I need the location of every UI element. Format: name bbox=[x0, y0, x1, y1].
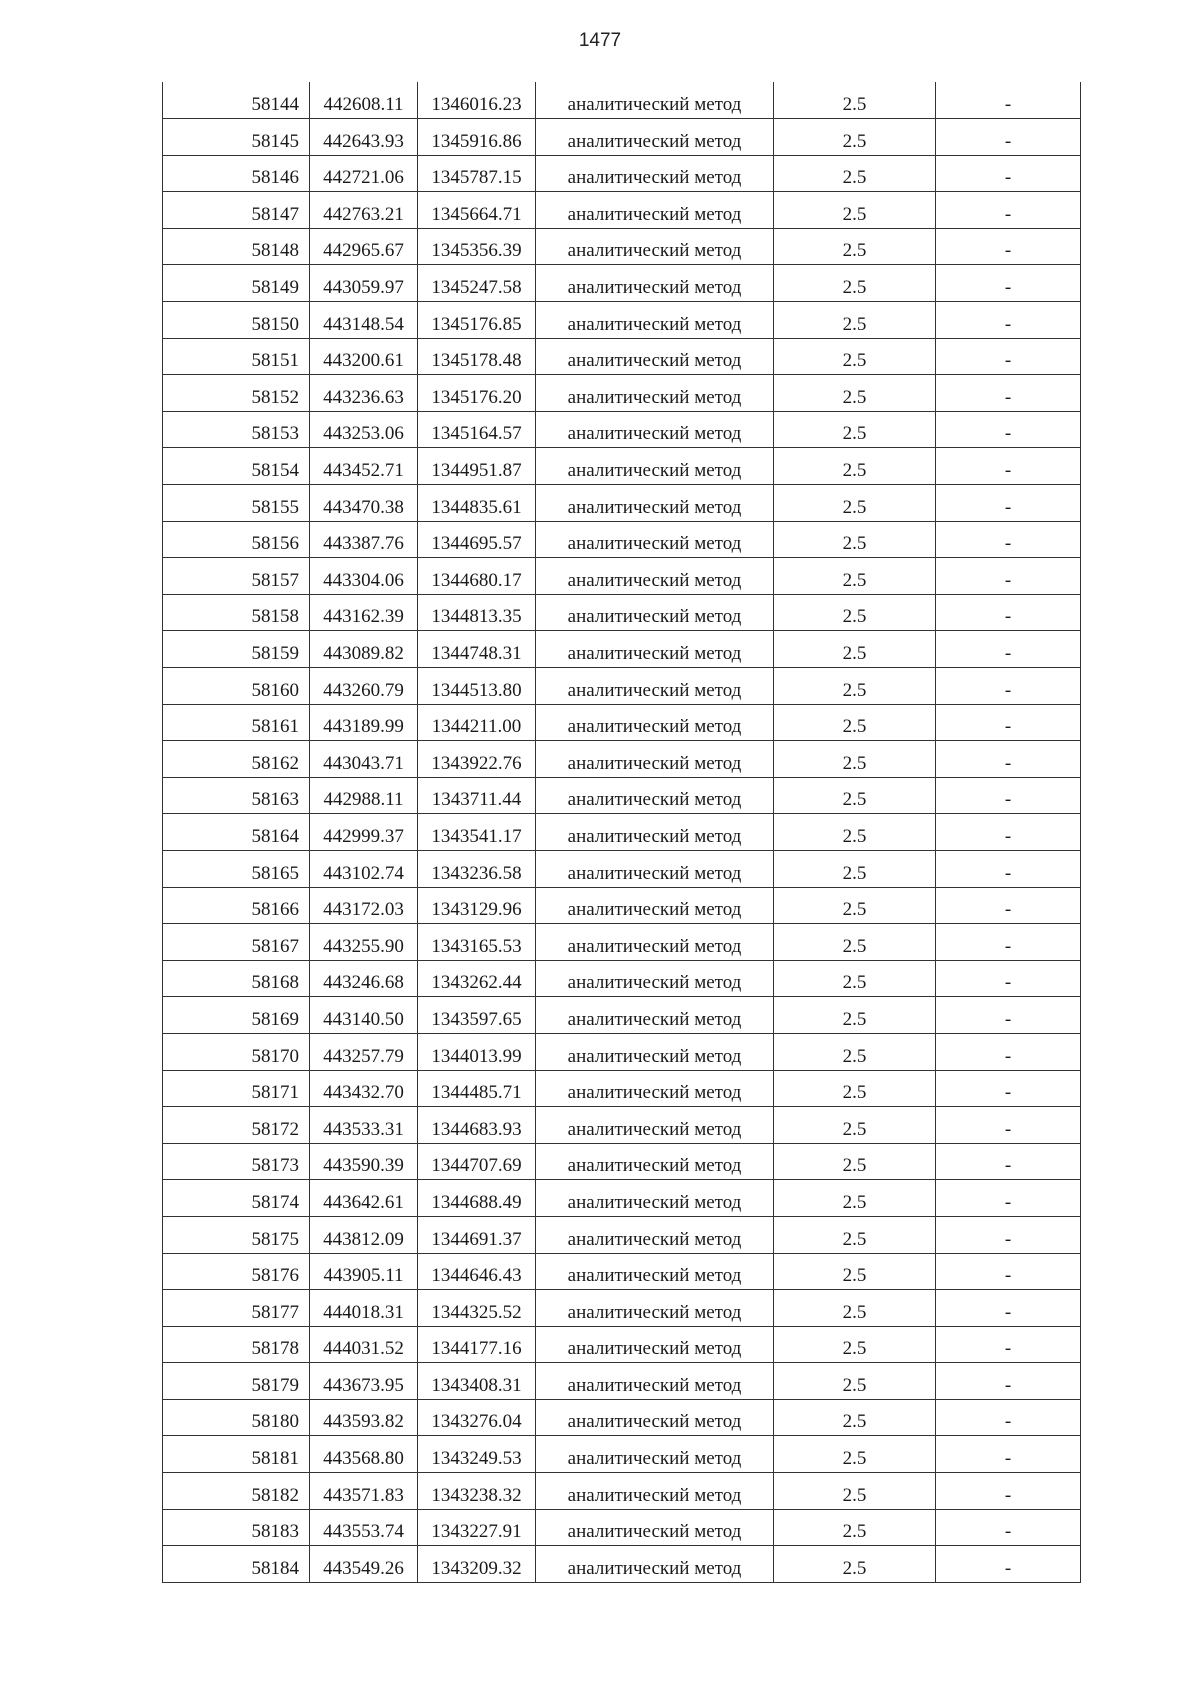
x-coordinate-cell: 443189.99 bbox=[310, 704, 418, 741]
point-number-cell: 58166 bbox=[163, 887, 310, 924]
coordinates-table bbox=[162, 82, 1081, 1583]
x-coordinate-cell: 442763.21 bbox=[310, 192, 418, 229]
note-cell: - bbox=[936, 448, 1081, 485]
y-coordinate-cell: 1343227.91 bbox=[418, 1509, 536, 1546]
point-number-cell: 58150 bbox=[163, 302, 310, 339]
accuracy-cell: 2.5 bbox=[774, 741, 936, 778]
table-row bbox=[163, 448, 1081, 485]
accuracy-cell: 2.5 bbox=[774, 960, 936, 997]
x-coordinate-cell: 444018.31 bbox=[310, 1290, 418, 1327]
note-cell: - bbox=[936, 1216, 1081, 1253]
table-row bbox=[163, 814, 1081, 851]
accuracy-cell: 2.5 bbox=[774, 155, 936, 192]
method-cell: аналитический метод bbox=[536, 1290, 774, 1327]
x-coordinate-cell: 443812.09 bbox=[310, 1216, 418, 1253]
y-coordinate-cell: 1344951.87 bbox=[418, 448, 536, 485]
x-coordinate-cell: 443140.50 bbox=[310, 997, 418, 1034]
method-cell: аналитический метод bbox=[536, 594, 774, 631]
point-number-cell: 58172 bbox=[163, 1107, 310, 1144]
point-number-cell: 58170 bbox=[163, 1033, 310, 1070]
method-cell: аналитический метод bbox=[536, 265, 774, 302]
table-row bbox=[163, 265, 1081, 302]
accuracy-cell: 2.5 bbox=[774, 192, 936, 229]
x-coordinate-cell: 443593.82 bbox=[310, 1399, 418, 1436]
x-coordinate-cell: 442608.11 bbox=[310, 82, 418, 119]
method-cell: аналитический метод bbox=[536, 1033, 774, 1070]
method-cell: аналитический метод bbox=[536, 1326, 774, 1363]
y-coordinate-cell: 1344646.43 bbox=[418, 1253, 536, 1290]
method-cell: аналитический метод bbox=[536, 850, 774, 887]
y-coordinate-cell: 1344683.93 bbox=[418, 1107, 536, 1144]
accuracy-cell: 2.5 bbox=[774, 1546, 936, 1583]
table-row bbox=[163, 1070, 1081, 1107]
y-coordinate-cell: 1343209.32 bbox=[418, 1546, 536, 1583]
y-coordinate-cell: 1343129.96 bbox=[418, 887, 536, 924]
note-cell: - bbox=[936, 155, 1081, 192]
y-coordinate-cell: 1344691.37 bbox=[418, 1216, 536, 1253]
y-coordinate-cell: 1344835.61 bbox=[418, 485, 536, 522]
y-coordinate-cell: 1345176.20 bbox=[418, 375, 536, 412]
note-cell: - bbox=[936, 814, 1081, 851]
method-cell: аналитический метод bbox=[536, 155, 774, 192]
accuracy-cell: 2.5 bbox=[774, 338, 936, 375]
table-row bbox=[163, 228, 1081, 265]
table-row bbox=[163, 521, 1081, 558]
note-cell: - bbox=[936, 1473, 1081, 1510]
point-number-cell: 58165 bbox=[163, 850, 310, 887]
method-cell: аналитический метод bbox=[536, 558, 774, 595]
table-row bbox=[163, 155, 1081, 192]
accuracy-cell: 2.5 bbox=[774, 558, 936, 595]
point-number-cell: 58164 bbox=[163, 814, 310, 851]
x-coordinate-cell: 443905.11 bbox=[310, 1253, 418, 1290]
table-row bbox=[163, 887, 1081, 924]
table-row bbox=[163, 119, 1081, 156]
note-cell: - bbox=[936, 594, 1081, 631]
accuracy-cell: 2.5 bbox=[774, 814, 936, 851]
y-coordinate-cell: 1343922.76 bbox=[418, 741, 536, 778]
note-cell: - bbox=[936, 192, 1081, 229]
point-number-cell: 58176 bbox=[163, 1253, 310, 1290]
table-row bbox=[163, 924, 1081, 961]
x-coordinate-cell: 443246.68 bbox=[310, 960, 418, 997]
method-cell: аналитический метод bbox=[536, 887, 774, 924]
point-number-cell: 58168 bbox=[163, 960, 310, 997]
table-row bbox=[163, 1033, 1081, 1070]
method-cell: аналитический метод bbox=[536, 1436, 774, 1473]
point-number-cell: 58173 bbox=[163, 1143, 310, 1180]
x-coordinate-cell: 443452.71 bbox=[310, 448, 418, 485]
note-cell: - bbox=[936, 850, 1081, 887]
note-cell: - bbox=[936, 668, 1081, 705]
table-row bbox=[163, 594, 1081, 631]
y-coordinate-cell: 1343597.65 bbox=[418, 997, 536, 1034]
method-cell: аналитический метод bbox=[536, 192, 774, 229]
note-cell: - bbox=[936, 1509, 1081, 1546]
method-cell: аналитический метод bbox=[536, 1143, 774, 1180]
method-cell: аналитический метод bbox=[536, 411, 774, 448]
y-coordinate-cell: 1344748.31 bbox=[418, 631, 536, 668]
y-coordinate-cell: 1343408.31 bbox=[418, 1363, 536, 1400]
y-coordinate-cell: 1343276.04 bbox=[418, 1399, 536, 1436]
note-cell: - bbox=[936, 1033, 1081, 1070]
accuracy-cell: 2.5 bbox=[774, 1473, 936, 1510]
note-cell: - bbox=[936, 777, 1081, 814]
x-coordinate-cell: 443253.06 bbox=[310, 411, 418, 448]
note-cell: - bbox=[936, 1546, 1081, 1583]
y-coordinate-cell: 1343165.53 bbox=[418, 924, 536, 961]
point-number-cell: 58149 bbox=[163, 265, 310, 302]
x-coordinate-cell: 443260.79 bbox=[310, 668, 418, 705]
method-cell: аналитический метод bbox=[536, 960, 774, 997]
note-cell: - bbox=[936, 960, 1081, 997]
y-coordinate-cell: 1345356.39 bbox=[418, 228, 536, 265]
method-cell: аналитический метод bbox=[536, 997, 774, 1034]
y-coordinate-cell: 1345178.48 bbox=[418, 338, 536, 375]
table-row bbox=[163, 302, 1081, 339]
table-row bbox=[163, 1509, 1081, 1546]
x-coordinate-cell: 443255.90 bbox=[310, 924, 418, 961]
accuracy-cell: 2.5 bbox=[774, 1509, 936, 1546]
accuracy-cell: 2.5 bbox=[774, 1363, 936, 1400]
point-number-cell: 58156 bbox=[163, 521, 310, 558]
accuracy-cell: 2.5 bbox=[774, 594, 936, 631]
note-cell: - bbox=[936, 411, 1081, 448]
y-coordinate-cell: 1344485.71 bbox=[418, 1070, 536, 1107]
x-coordinate-cell: 443553.74 bbox=[310, 1509, 418, 1546]
table-row bbox=[163, 960, 1081, 997]
point-number-cell: 58181 bbox=[163, 1436, 310, 1473]
y-coordinate-cell: 1343711.44 bbox=[418, 777, 536, 814]
y-coordinate-cell: 1343238.32 bbox=[418, 1473, 536, 1510]
y-coordinate-cell: 1344513.80 bbox=[418, 668, 536, 705]
x-coordinate-cell: 443571.83 bbox=[310, 1473, 418, 1510]
y-coordinate-cell: 1345164.57 bbox=[418, 411, 536, 448]
method-cell: аналитический метод bbox=[536, 741, 774, 778]
x-coordinate-cell: 443304.06 bbox=[310, 558, 418, 595]
point-number-cell: 58158 bbox=[163, 594, 310, 631]
note-cell: - bbox=[936, 228, 1081, 265]
table-row bbox=[163, 741, 1081, 778]
note-cell: - bbox=[936, 887, 1081, 924]
point-number-cell: 58154 bbox=[163, 448, 310, 485]
y-coordinate-cell: 1343541.17 bbox=[418, 814, 536, 851]
x-coordinate-cell: 443172.03 bbox=[310, 887, 418, 924]
table-row bbox=[163, 1473, 1081, 1510]
accuracy-cell: 2.5 bbox=[774, 850, 936, 887]
method-cell: аналитический метод bbox=[536, 1363, 774, 1400]
table-row bbox=[163, 1216, 1081, 1253]
method-cell: аналитический метод bbox=[536, 668, 774, 705]
x-coordinate-cell: 443059.97 bbox=[310, 265, 418, 302]
y-coordinate-cell: 1345176.85 bbox=[418, 302, 536, 339]
x-coordinate-cell: 443089.82 bbox=[310, 631, 418, 668]
y-coordinate-cell: 1344177.16 bbox=[418, 1326, 536, 1363]
table-row bbox=[163, 1253, 1081, 1290]
y-coordinate-cell: 1344325.52 bbox=[418, 1290, 536, 1327]
point-number-cell: 58175 bbox=[163, 1216, 310, 1253]
accuracy-cell: 2.5 bbox=[774, 997, 936, 1034]
note-cell: - bbox=[936, 1107, 1081, 1144]
y-coordinate-cell: 1343249.53 bbox=[418, 1436, 536, 1473]
x-coordinate-cell: 442643.93 bbox=[310, 119, 418, 156]
note-cell: - bbox=[936, 1143, 1081, 1180]
note-cell: - bbox=[936, 521, 1081, 558]
y-coordinate-cell: 1343236.58 bbox=[418, 850, 536, 887]
page-number: 1477 bbox=[578, 30, 622, 51]
point-number-cell: 58151 bbox=[163, 338, 310, 375]
method-cell: аналитический метод bbox=[536, 485, 774, 522]
method-cell: аналитический метод bbox=[536, 1509, 774, 1546]
x-coordinate-cell: 443533.31 bbox=[310, 1107, 418, 1144]
table-row bbox=[163, 411, 1081, 448]
y-coordinate-cell: 1344013.99 bbox=[418, 1033, 536, 1070]
accuracy-cell: 2.5 bbox=[774, 777, 936, 814]
accuracy-cell: 2.5 bbox=[774, 1033, 936, 1070]
x-coordinate-cell: 443162.39 bbox=[310, 594, 418, 631]
point-number-cell: 58169 bbox=[163, 997, 310, 1034]
x-coordinate-cell: 443236.63 bbox=[310, 375, 418, 412]
table-row bbox=[163, 558, 1081, 595]
table-row bbox=[163, 338, 1081, 375]
note-cell: - bbox=[936, 741, 1081, 778]
table-row bbox=[163, 1326, 1081, 1363]
y-coordinate-cell: 1344695.57 bbox=[418, 521, 536, 558]
x-coordinate-cell: 443642.61 bbox=[310, 1180, 418, 1217]
point-number-cell: 58171 bbox=[163, 1070, 310, 1107]
x-coordinate-cell: 443102.74 bbox=[310, 850, 418, 887]
x-coordinate-cell: 443200.61 bbox=[310, 338, 418, 375]
note-cell: - bbox=[936, 338, 1081, 375]
method-cell: аналитический метод bbox=[536, 814, 774, 851]
accuracy-cell: 2.5 bbox=[774, 1326, 936, 1363]
accuracy-cell: 2.5 bbox=[774, 485, 936, 522]
x-coordinate-cell: 443549.26 bbox=[310, 1546, 418, 1583]
x-coordinate-cell: 444031.52 bbox=[310, 1326, 418, 1363]
method-cell: аналитический метод bbox=[536, 777, 774, 814]
point-number-cell: 58178 bbox=[163, 1326, 310, 1363]
point-number-cell: 58177 bbox=[163, 1290, 310, 1327]
y-coordinate-cell: 1346016.23 bbox=[418, 82, 536, 119]
x-coordinate-cell: 443432.70 bbox=[310, 1070, 418, 1107]
x-coordinate-cell: 442999.37 bbox=[310, 814, 418, 851]
method-cell: аналитический метод bbox=[536, 1253, 774, 1290]
accuracy-cell: 2.5 bbox=[774, 1070, 936, 1107]
accuracy-cell: 2.5 bbox=[774, 411, 936, 448]
accuracy-cell: 2.5 bbox=[774, 1399, 936, 1436]
method-cell: аналитический метод bbox=[536, 1180, 774, 1217]
y-coordinate-cell: 1344211.00 bbox=[418, 704, 536, 741]
method-cell: аналитический метод bbox=[536, 1070, 774, 1107]
accuracy-cell: 2.5 bbox=[774, 82, 936, 119]
accuracy-cell: 2.5 bbox=[774, 1107, 936, 1144]
x-coordinate-cell: 443470.38 bbox=[310, 485, 418, 522]
method-cell: аналитический метод bbox=[536, 631, 774, 668]
x-coordinate-cell: 442988.11 bbox=[310, 777, 418, 814]
point-number-cell: 58155 bbox=[163, 485, 310, 522]
x-coordinate-cell: 443673.95 bbox=[310, 1363, 418, 1400]
note-cell: - bbox=[936, 485, 1081, 522]
table-row bbox=[163, 82, 1081, 119]
y-coordinate-cell: 1345916.86 bbox=[418, 119, 536, 156]
method-cell: аналитический метод bbox=[536, 119, 774, 156]
method-cell: аналитический метод bbox=[536, 924, 774, 961]
method-cell: аналитический метод bbox=[536, 521, 774, 558]
x-coordinate-cell: 443043.71 bbox=[310, 741, 418, 778]
point-number-cell: 58163 bbox=[163, 777, 310, 814]
table-row bbox=[163, 668, 1081, 705]
accuracy-cell: 2.5 bbox=[774, 1216, 936, 1253]
table-row bbox=[163, 192, 1081, 229]
accuracy-cell: 2.5 bbox=[774, 887, 936, 924]
note-cell: - bbox=[936, 119, 1081, 156]
method-cell: аналитический метод bbox=[536, 1473, 774, 1510]
table-row bbox=[163, 1363, 1081, 1400]
note-cell: - bbox=[936, 558, 1081, 595]
table-row bbox=[163, 631, 1081, 668]
point-number-cell: 58162 bbox=[163, 741, 310, 778]
point-number-cell: 58161 bbox=[163, 704, 310, 741]
accuracy-cell: 2.5 bbox=[774, 228, 936, 265]
accuracy-cell: 2.5 bbox=[774, 302, 936, 339]
accuracy-cell: 2.5 bbox=[774, 265, 936, 302]
note-cell: - bbox=[936, 631, 1081, 668]
y-coordinate-cell: 1345247.58 bbox=[418, 265, 536, 302]
x-coordinate-cell: 443257.79 bbox=[310, 1033, 418, 1070]
accuracy-cell: 2.5 bbox=[774, 119, 936, 156]
point-number-cell: 58182 bbox=[163, 1473, 310, 1510]
method-cell: аналитический метод bbox=[536, 1546, 774, 1583]
table-row bbox=[163, 1290, 1081, 1327]
y-coordinate-cell: 1345664.71 bbox=[418, 192, 536, 229]
note-cell: - bbox=[936, 924, 1081, 961]
point-number-cell: 58157 bbox=[163, 558, 310, 595]
point-number-cell: 58183 bbox=[163, 1509, 310, 1546]
method-cell: аналитический метод bbox=[536, 82, 774, 119]
x-coordinate-cell: 443387.76 bbox=[310, 521, 418, 558]
point-number-cell: 58184 bbox=[163, 1546, 310, 1583]
x-coordinate-cell: 443148.54 bbox=[310, 302, 418, 339]
point-number-cell: 58179 bbox=[163, 1363, 310, 1400]
y-coordinate-cell: 1344707.69 bbox=[418, 1143, 536, 1180]
point-number-cell: 58148 bbox=[163, 228, 310, 265]
table-row bbox=[163, 1436, 1081, 1473]
accuracy-cell: 2.5 bbox=[774, 631, 936, 668]
table-row bbox=[163, 850, 1081, 887]
table-row bbox=[163, 777, 1081, 814]
x-coordinate-cell: 442965.67 bbox=[310, 228, 418, 265]
table-row bbox=[163, 1180, 1081, 1217]
accuracy-cell: 2.5 bbox=[774, 1290, 936, 1327]
note-cell: - bbox=[936, 302, 1081, 339]
table-row bbox=[163, 1546, 1081, 1583]
accuracy-cell: 2.5 bbox=[774, 1180, 936, 1217]
accuracy-cell: 2.5 bbox=[774, 704, 936, 741]
method-cell: аналитический метод bbox=[536, 338, 774, 375]
accuracy-cell: 2.5 bbox=[774, 448, 936, 485]
method-cell: аналитический метод bbox=[536, 1107, 774, 1144]
x-coordinate-cell: 443590.39 bbox=[310, 1143, 418, 1180]
note-cell: - bbox=[936, 82, 1081, 119]
point-number-cell: 58160 bbox=[163, 668, 310, 705]
point-number-cell: 58153 bbox=[163, 411, 310, 448]
point-number-cell: 58167 bbox=[163, 924, 310, 961]
point-number-cell: 58180 bbox=[163, 1399, 310, 1436]
accuracy-cell: 2.5 bbox=[774, 1436, 936, 1473]
y-coordinate-cell: 1344680.17 bbox=[418, 558, 536, 595]
method-cell: аналитический метод bbox=[536, 448, 774, 485]
note-cell: - bbox=[936, 1363, 1081, 1400]
y-coordinate-cell: 1343262.44 bbox=[418, 960, 536, 997]
table-row bbox=[163, 375, 1081, 412]
note-cell: - bbox=[936, 265, 1081, 302]
table-row bbox=[163, 485, 1081, 522]
note-cell: - bbox=[936, 997, 1081, 1034]
note-cell: - bbox=[936, 1070, 1081, 1107]
x-coordinate-cell: 443568.80 bbox=[310, 1436, 418, 1473]
point-number-cell: 58146 bbox=[163, 155, 310, 192]
method-cell: аналитический метод bbox=[536, 228, 774, 265]
note-cell: - bbox=[936, 1399, 1081, 1436]
accuracy-cell: 2.5 bbox=[774, 1253, 936, 1290]
note-cell: - bbox=[936, 1253, 1081, 1290]
point-number-cell: 58145 bbox=[163, 119, 310, 156]
note-cell: - bbox=[936, 1326, 1081, 1363]
y-coordinate-cell: 1344813.35 bbox=[418, 594, 536, 631]
x-coordinate-cell: 442721.06 bbox=[310, 155, 418, 192]
point-number-cell: 58159 bbox=[163, 631, 310, 668]
table-body bbox=[163, 82, 1081, 1582]
method-cell: аналитический метод bbox=[536, 1399, 774, 1436]
method-cell: аналитический метод bbox=[536, 1216, 774, 1253]
point-number-cell: 58144 bbox=[163, 82, 310, 119]
y-coordinate-cell: 1344688.49 bbox=[418, 1180, 536, 1217]
point-number-cell: 58147 bbox=[163, 192, 310, 229]
point-number-cell: 58152 bbox=[163, 375, 310, 412]
note-cell: - bbox=[936, 375, 1081, 412]
table-row bbox=[163, 1143, 1081, 1180]
accuracy-cell: 2.5 bbox=[774, 521, 936, 558]
note-cell: - bbox=[936, 1180, 1081, 1217]
note-cell: - bbox=[936, 1290, 1081, 1327]
note-cell: - bbox=[936, 1436, 1081, 1473]
accuracy-cell: 2.5 bbox=[774, 668, 936, 705]
y-coordinate-cell: 1345787.15 bbox=[418, 155, 536, 192]
method-cell: аналитический метод bbox=[536, 375, 774, 412]
table-row bbox=[163, 704, 1081, 741]
table-row bbox=[163, 1399, 1081, 1436]
method-cell: аналитический метод bbox=[536, 302, 774, 339]
method-cell: аналитический метод bbox=[536, 704, 774, 741]
table-row bbox=[163, 1107, 1081, 1144]
accuracy-cell: 2.5 bbox=[774, 1143, 936, 1180]
accuracy-cell: 2.5 bbox=[774, 375, 936, 412]
note-cell: - bbox=[936, 704, 1081, 741]
table-row bbox=[163, 997, 1081, 1034]
point-number-cell: 58174 bbox=[163, 1180, 310, 1217]
accuracy-cell: 2.5 bbox=[774, 924, 936, 961]
